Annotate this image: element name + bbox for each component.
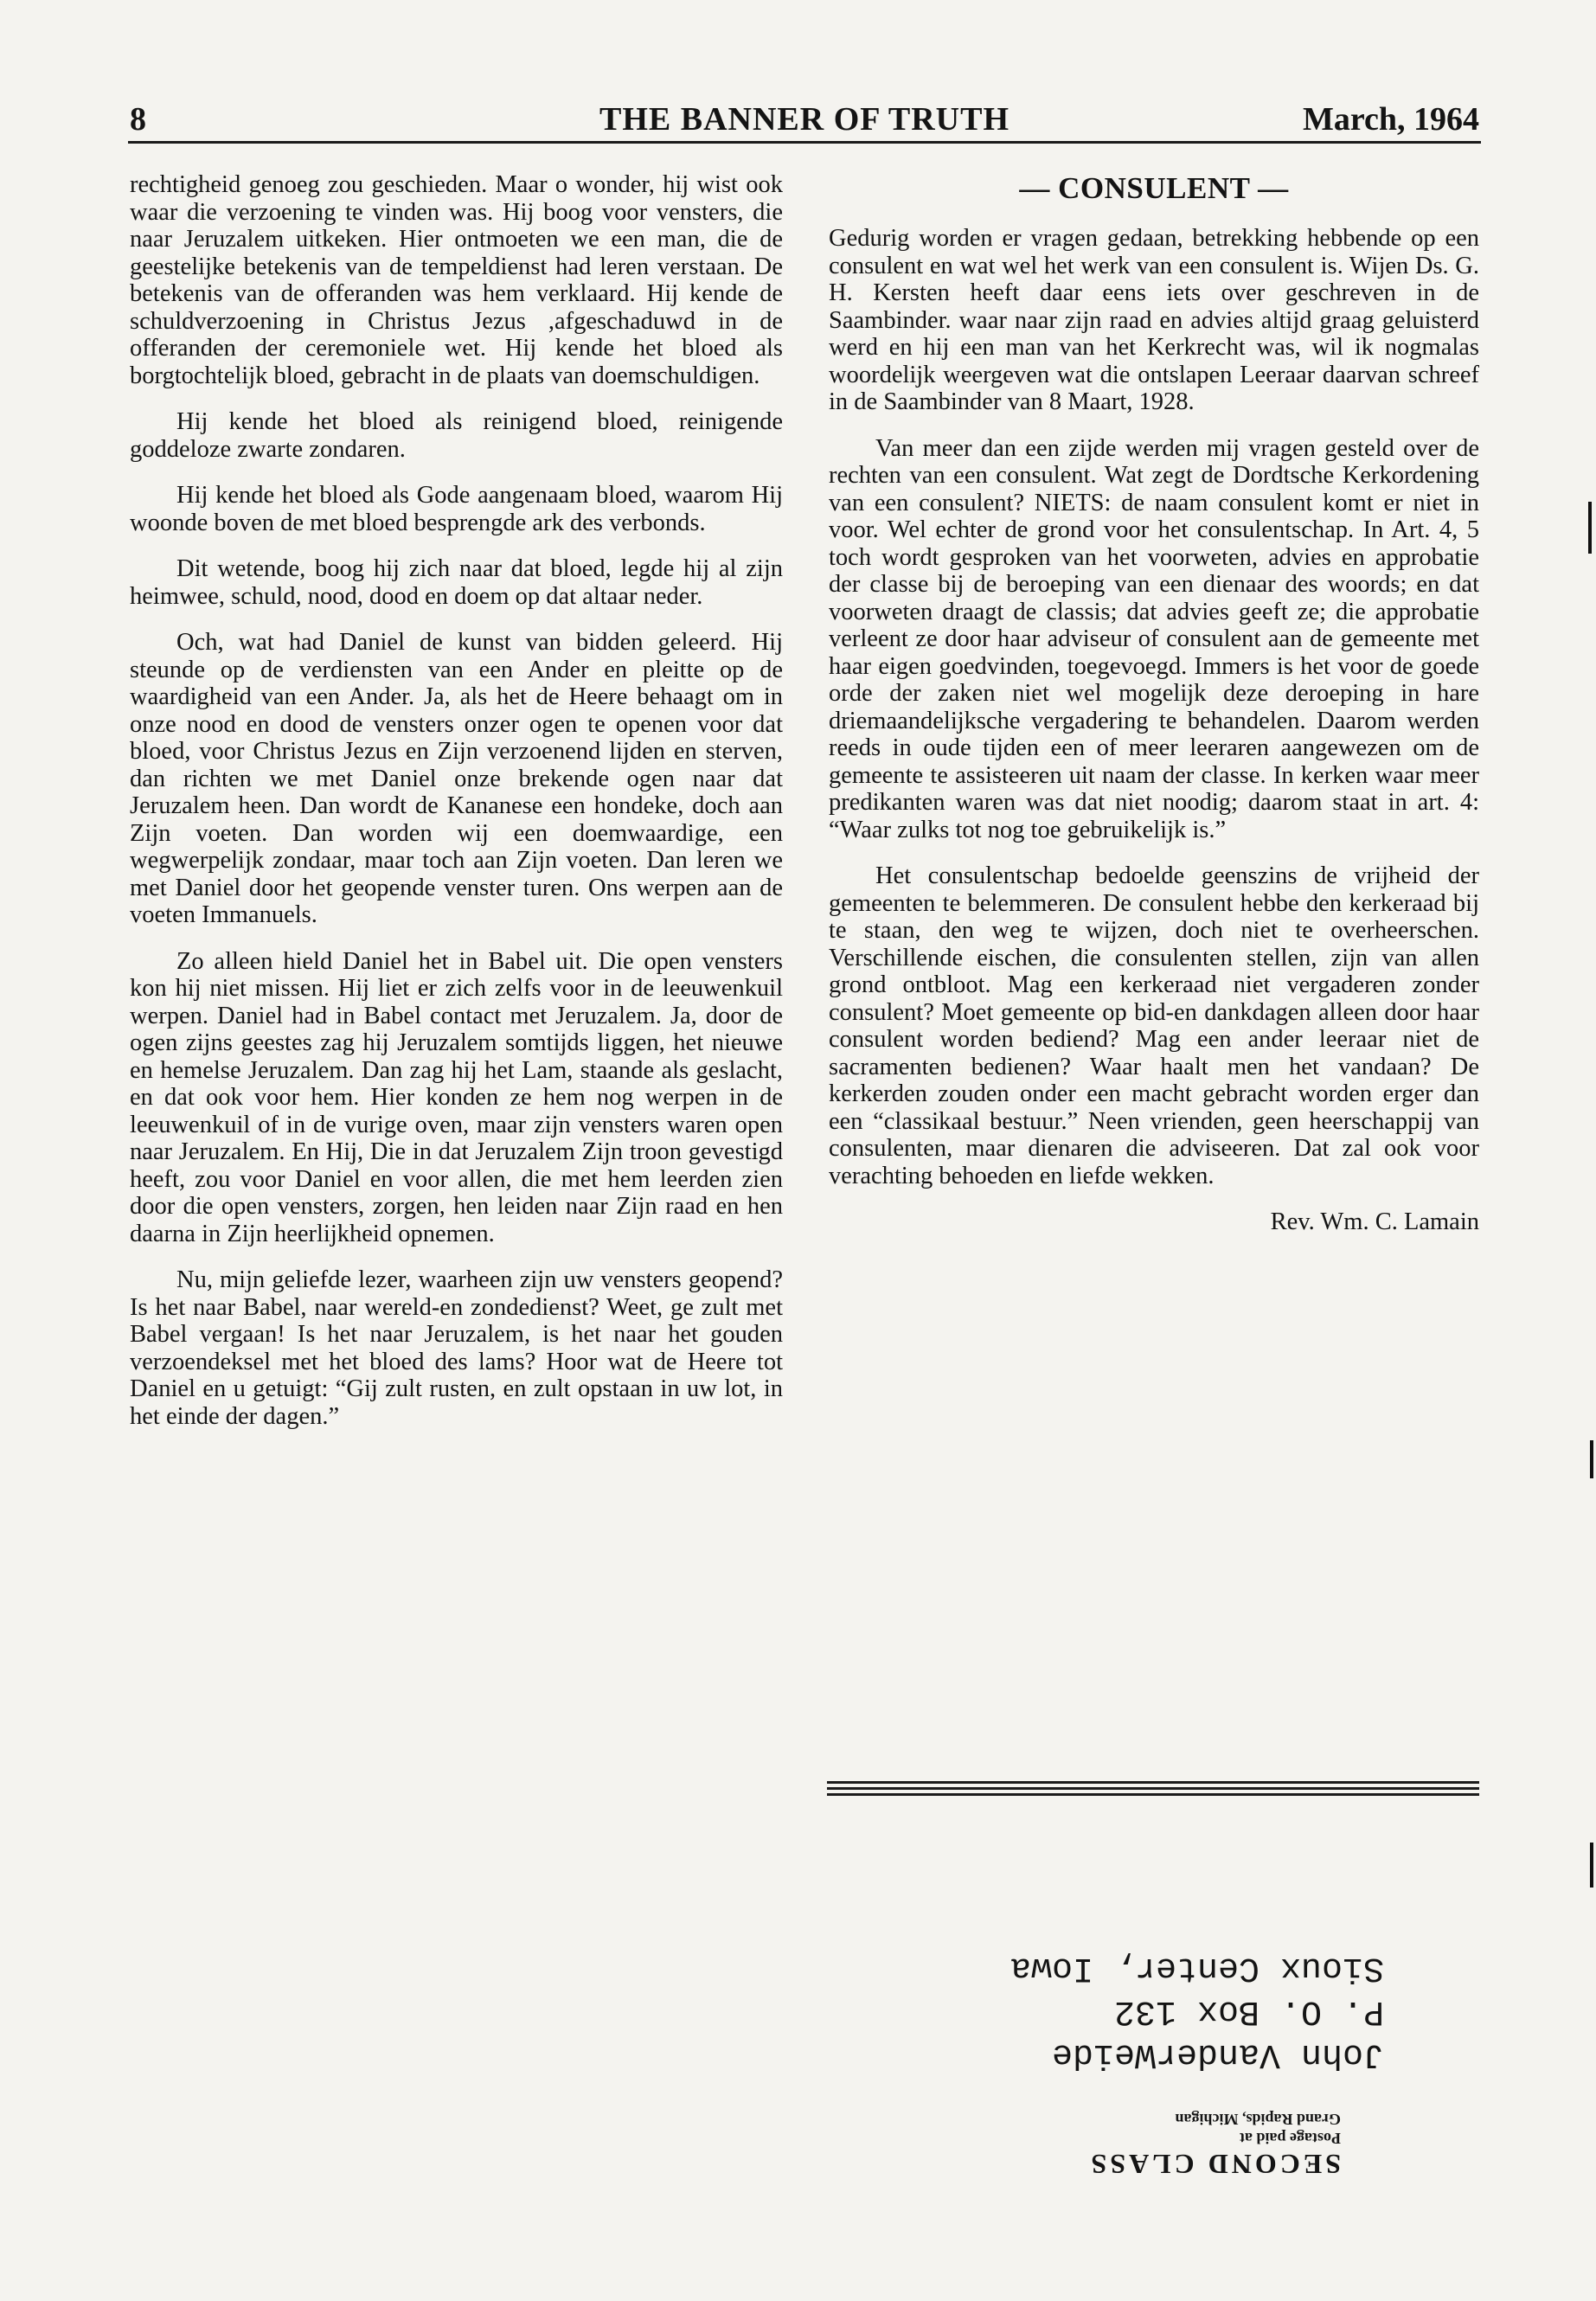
header-rule <box>128 141 1481 144</box>
paragraph: rechtigheid genoeg zou geschieden. Maar o wonder, hij wist ook waar die verzoening te vinden was. Hij boog voor vensters, die naar Jeruzalem uitkeken. Hier ontmoeten we een man, die de geestelijke betekenis van de tempeldienst had leren verstaan. De betekenis van de offeranden was hem verklaard. Hij kende de schuldverzoening in Christus Jezus ,afgeschaduwd in de offeranden der ceremoniele wet. Hij kende het bloed als borgtochtelijk bloed, gebracht in de plaats van doemschuldigen. <box>130 171 783 389</box>
mail-class: SECOND CLASS <box>1087 2149 1341 2180</box>
address-line: John VanderWeide <box>1051 2035 1384 2073</box>
mailing-address <box>865 1945 1384 2075</box>
scan-mark <box>1588 502 1592 554</box>
paragraph: Van meer dan een zijde werden mij vragen gesteld over de rechten van een consulent. Wat zegt de Dordtsche Kerkordening van een consulent? NIETS: de naam consulent komt er niet in voor. Wel echter de grond voor het consulentschap. In Art. 4, 5 toch wordt gesproken van het voorweten, advies en approbatie der classe bij de beroeping van een dienaar des woords; en dat voorweten draagt de classis; dat advies geeft ze; die approbatie verleent ze door haar adviseur of consulent aan de gemeente met haar eigen goedvinden, toegevoegd. Immers is het voor de goede orde der zaken niet wel mogelijk deze deroeping in hare driemaandelijksche vergadering te behandelen. Daarom werden reeds in oude tijden een of meer leeraren aangewezen om de gemeente te assisteeren uit naam der classe. In kerken waar meer predikanten waren was dat niet noodig; daarom staat in art. 4: “Waar zulks tot nog toe gebruikelijk is.” <box>829 434 1479 843</box>
running-header <box>130 97 1479 145</box>
mailing-label <box>865 1886 1401 2180</box>
address-line: P. O. Box 132 <box>1113 1991 1384 2030</box>
paragraph: Dit wetende, boog hij zich naar dat bloed, legde hij al zijn heimwee, schuld, nood, dood en doem op dat altaar neder. <box>130 555 783 610</box>
paragraph: Het consulentschap bedoelde geenszins de vrijheid der gemeenten te belemmeren. De consulent hebbe den kerkeraad bij te staan, den weg te wijzen, doch niet te overheerschen. Verschillende eischen, die consulenten stellen, zijn van allen grond ontbloot. Mag een kerkeraad niet vergaderen zonder consulent? Moet gemeente op bid-en dankdagen alleen door haar consulent worden bediend? Mag een ander leeraar niet de sacramenten bedienen? Waar haalt men het vandaan? De kerkerden zouden onder een macht gebracht worden erger dan een “classikaal bestuur.” Neen vrienden, geen heerschappij van consulenten, maar dienaren die adviseeren. Dat zal ook voor verachting behoeden en liefde wekken. <box>829 862 1479 1189</box>
left-column <box>130 171 783 1449</box>
scan-mark <box>1590 1440 1593 1478</box>
address-line: Sioux Center, Iowa <box>1010 1948 1384 1987</box>
postage-line: Postage paid at <box>1240 2130 1341 2147</box>
paragraph: Hij kende het bloed als Gode aangenaam bloed, waarom Hij woonde boven de met bloed besprengde ark des verbonds. <box>130 482 783 536</box>
paragraph: Nu, mijn geliefde lezer, waarheen zijn uw vensters geopend? Is het naar Babel, naar wereld-en zondedienst? Weet, ge zult met Babel vergaan! Is het naar Jeruzalem, is het naar het gouden verzoendeksel met het bloed des lams? Hoor wat de Heere tot Daniel en u getuigt: “Gij zult rusten, en zult opstaan in uw lot, in het einde der dagen.” <box>130 1266 783 1430</box>
section-divider <box>827 1781 1479 1799</box>
paragraph: Gedurig worden er vragen gedaan, betrekking hebbende op een consulent en wat wel het werk van een consulent is. Wijen Ds. G. H. Kersten heeft daar eens iets over geschreven in de Saambinder. waar naar zijn raad en advies altijd graag geluisterd werd en hij een man van het Kerkrecht was, wil ik nogmalas woordelijk weergeven wat die ontslapen Leeraar daarvan schreef in de Saambinder van 8 Maart, 1928. <box>829 225 1479 415</box>
postage-line: Grand Rapids, Michigan <box>1175 2111 1341 2128</box>
page-number: 8 <box>130 101 146 138</box>
paragraph: Och, wat had Daniel de kunst van bidden geleerd. Hij steunde op de verdiensten van een Ander en pleitte op de waardigheid van een Ander. Ja, als het de Heere behaagt om in onze nood en dood de vensters onzer ogen te openen voor dat bloed, voor Christus Jezus en Zijn verzoenend lijden en sterven, dan richten we met Daniel onze brekende ogen naar dat Jeruzalem heen. Dan wordt de Kananese een hondeke, doch aan Zijn voeten. Dan worden wij een doemwaardige, een wegwerpelijk zondaar, maar toch aan Zijn voeten. Dan leren we met Daniel door het geopende venster turen. Ons werpen aan de voeten Immanuels. <box>130 629 783 928</box>
publication-title: THE BANNER OF TRUTH <box>599 101 1010 138</box>
author-signature: Rev. Wm. C. Lamain <box>1270 1208 1479 1235</box>
issue-date: March, 1964 <box>1302 101 1479 138</box>
paragraph: Zo alleen hield Daniel het in Babel uit. Die open vensters kon hij niet missen. Hij liet er zich zelfs voor in de leeuwenkuil werpen. Daniel had in Babel contact met Jeruzalem. Ja, door de ogen zijns geestes zag hij Jeruzalem somtijds liggen, het nieuwe en hemelse Jeruzalem. Dan zag hij het Lam, staande als geslacht, en dat ook voor hem. Hier konden ze hem nog werpen in de leeuwenkuil of in de vurige oven, maar zijn vensters waren open naar Jeruzalem. En Hij, Die in dat Jeruzalem Zijn troon gevestigd heeft, zou voor Daniel en voor allen, die met hem leerden zien door die open vensters, zorgen, hen leiden naar Zijn raad en hen daarna in Zijn heerlijkheid opnemen. <box>130 947 783 1247</box>
section-title: — CONSULENT — <box>1019 171 1289 205</box>
paragraph: Hij kende het bloed als reinigend bloed, reinigende goddeloze zwarte zondaren. <box>130 408 783 463</box>
right-column <box>829 170 1479 1236</box>
scan-mark <box>1590 1843 1593 1888</box>
